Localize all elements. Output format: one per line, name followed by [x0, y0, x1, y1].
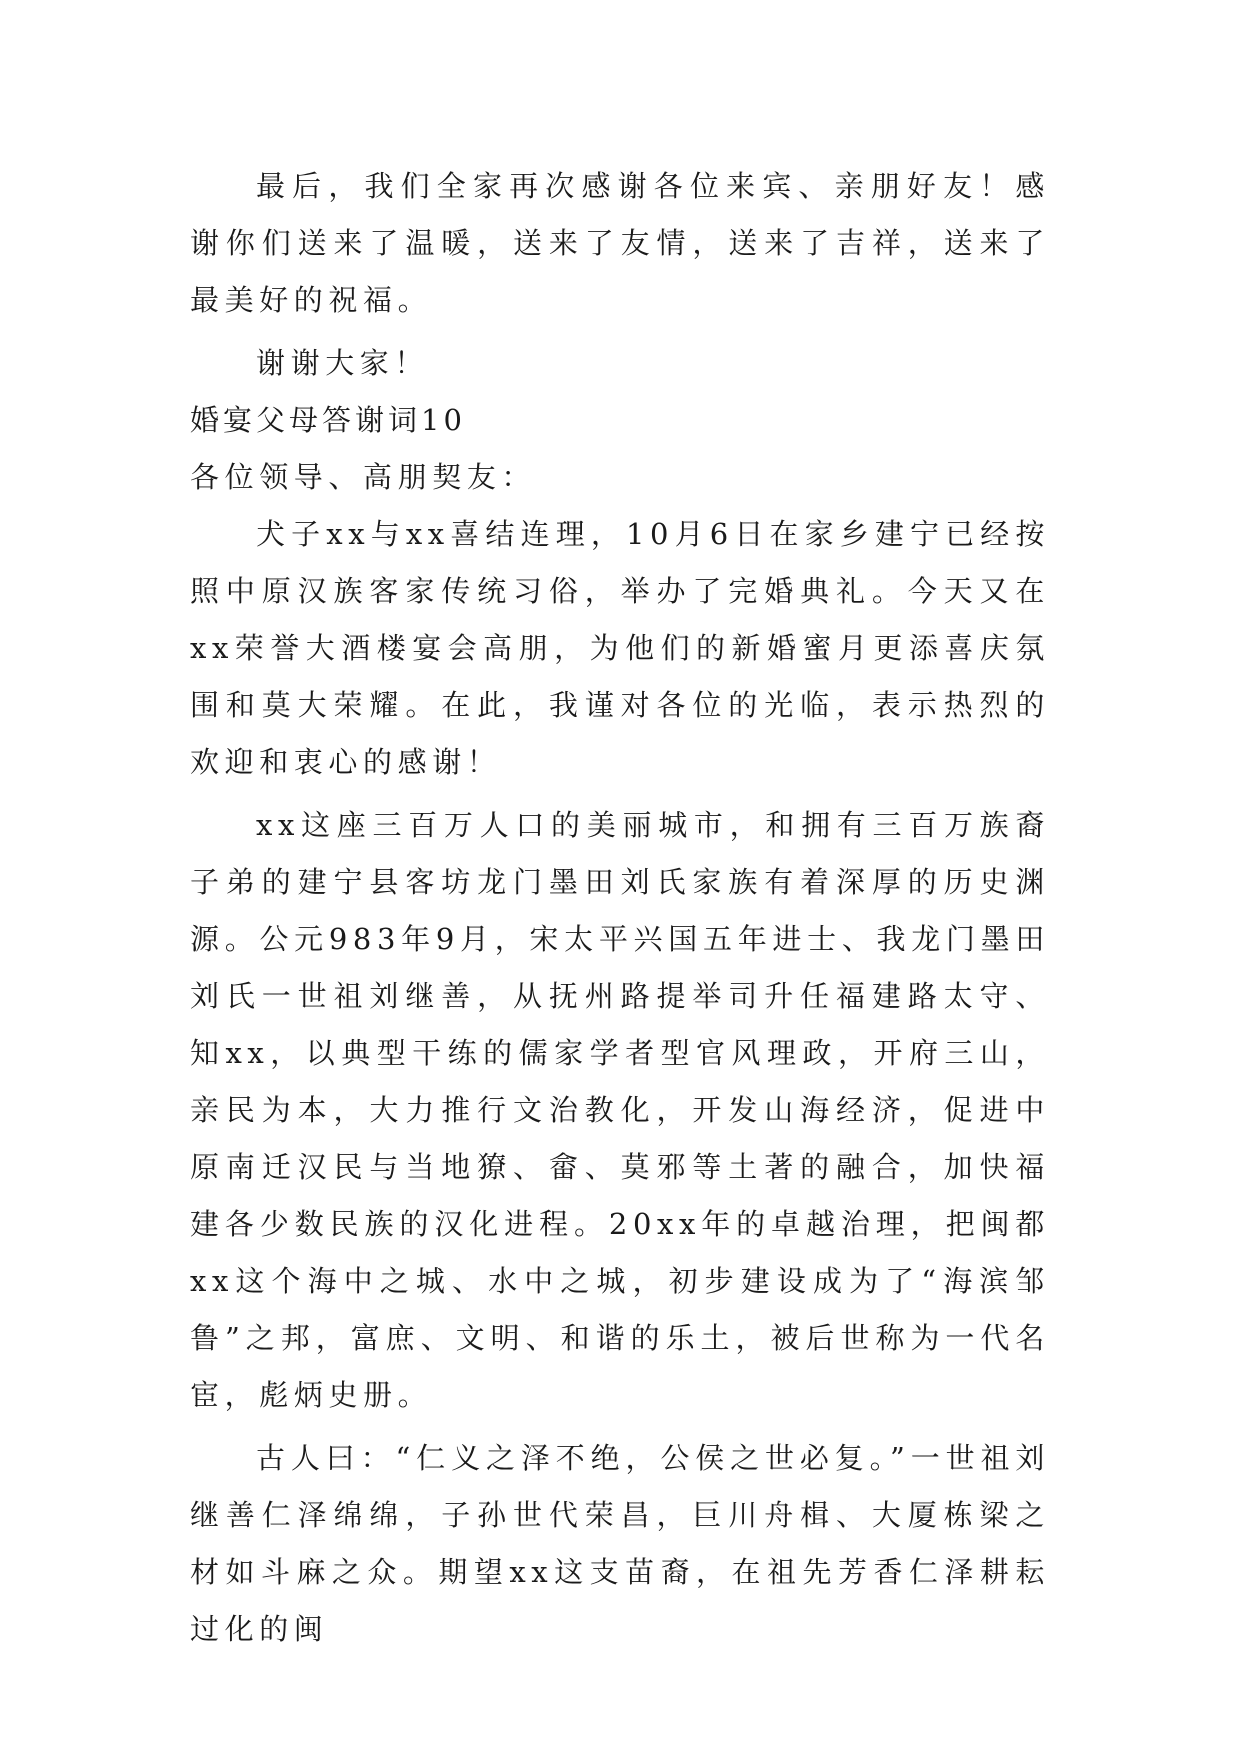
closing-thanks-paragraph: 最后，我们全家再次感谢各位来宾、亲朋好友！感谢你们送来了温暖，送来了友情，送来了吉祥，送来了最美好的祝福。 — [190, 169, 1050, 317]
document-body — [190, 158, 1050, 1658]
family-history-paragraph: xx这座三百万人口的美丽城市，和拥有三百万族裔子弟的建宁县客坊龙门墨田刘氏家族有着深厚的历史渊源。公元983年9月，宋太平兴国五年进士、我龙门墨田刘氏一世祖刘继善，从抚州路提举司升任福建路太守、知xx，以典型干练的儒家学者型官风理政，开府三山，亲民为本，大力推行文治教化，开发山海经济，促进中原南迁汉民与当地獠、畲、莫邪等土著的融合，加快福建各少数民族的汉化进程。20xx年的卓越治理，把闽都xx这个海中之城、水中之城，初步建设成为了“海滨邹鲁”之邦，富庶、文明、和谐的乐土，被后世称为一代名宦，彪炳史册。 — [190, 808, 1050, 1412]
wedding-announcement-paragraph: 犬子xx与xx喜结连理，10月6日在家乡建宁已经按照中原汉族客家传统习俗，举办了完婚典礼。今天又在xx荣誉大酒楼宴会高朋，为他们的新婚蜜月更添喜庆氛围和莫大荣耀。在此，我谨对各位的光临，表示热烈的欢迎和衷心的感谢！ — [190, 517, 1050, 779]
salutation: 各位领导、高朋契友： — [190, 460, 537, 494]
ancestral-blessing-paragraph: 古人曰：“仁义之泽不绝，公侯之世必复。”一世祖刘继善仁泽绵绵，子孙世代荣昌，巨川舟楫、大厦栋梁之材如斗麻之众。期望xx这支苗裔，在祖先芳香仁泽耕耘过化的闽 — [190, 1441, 1050, 1646]
section-title: 婚宴父母答谢词10 — [190, 403, 466, 437]
thank-you-line: 谢谢大家！ — [256, 346, 430, 380]
